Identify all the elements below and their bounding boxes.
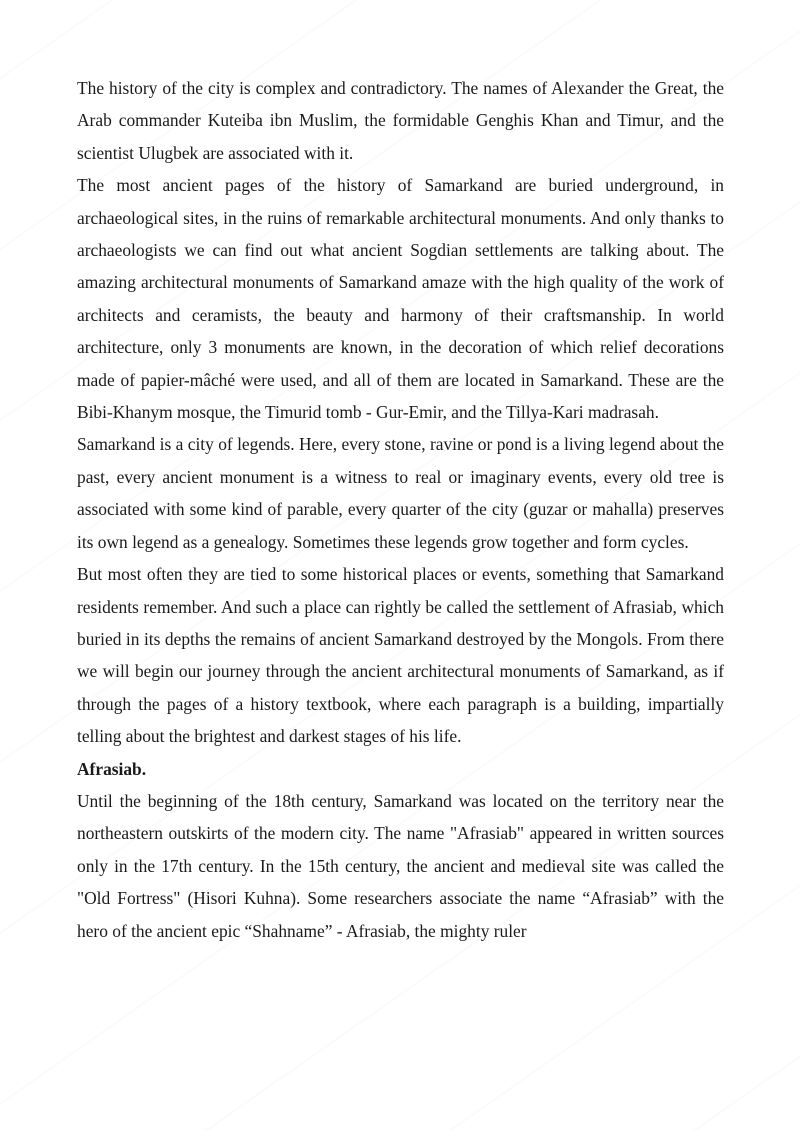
paragraph-history-intro: The history of the city is complex and contradictory. The names of Alexander the Great, the Arab commander Kuteiba ibn Muslim, the formidable Genghis Khan and Timur, and the scientist Ulugbek are associated with it.: [77, 78, 724, 163]
paragraph-afrasiab: Until the beginning of the 18th century, Samarkand was located on the territory near the northeastern outskirts of the modern city. The name "Afrasiab" appeared in written sources only in the 17th century. In the 15th century, the ancient and medieval site was called the "Old Fortress" (Hisori Kuhna). Some researchers associate the name “Afrasiab” with the hero of the ancient epic “Shahname” - Afrasiab, the mighty ruler: [77, 790, 724, 941]
paragraph-ancient-pages: The most ancient pages of the history of Samarkand are buried underground, in archaeological sites, in the ruins of remarkable architectural monuments. And only thanks to archaeologists we can find out what ancient Sogdian settlements are talking about. The amazing architectural monuments of Samarkand amaze with the high quality of the work of architects and ceramists, the beauty and harmony of their craftsmanship. In world architecture, only 3 monuments are known, in the decoration of which relief decorations made of papier-mâché were used, and all of them are located in Samarkand. These are the Bibi-Khanym mosque, the Timurid tomb - Gur-Emir, and the Tillya-Kari madrasah.: [77, 175, 724, 423]
paragraph-city-of-legends: Samarkand is a city of legends. Here, every stone, ravine or pond is a living legend about the past, every ancient monument is a witness to real or imaginary events, every old tree is associated with some kind of parable, every quarter of the city (guzar or mahalla) preserves its own legend as a genealogy. Sometimes these legends grow together and form cycles.: [77, 434, 724, 552]
document-body: [77, 72, 724, 947]
paragraph-historical-places: But most often they are tied to some historical places or events, something that Samarkand residents remember. And such a place can rightly be called the settlement of Afrasiab, which buried in its depths the remains of ancient Samarkand destroyed by the Mongols. From there we will begin our journey through the ancient architectural monuments of Samarkand, as if through the pages of a history textbook, where each paragraph is a building, impartially telling about the brightest and darkest stages of his life.: [77, 564, 724, 747]
section-heading-afrasiab: Afrasiab.: [77, 758, 147, 779]
